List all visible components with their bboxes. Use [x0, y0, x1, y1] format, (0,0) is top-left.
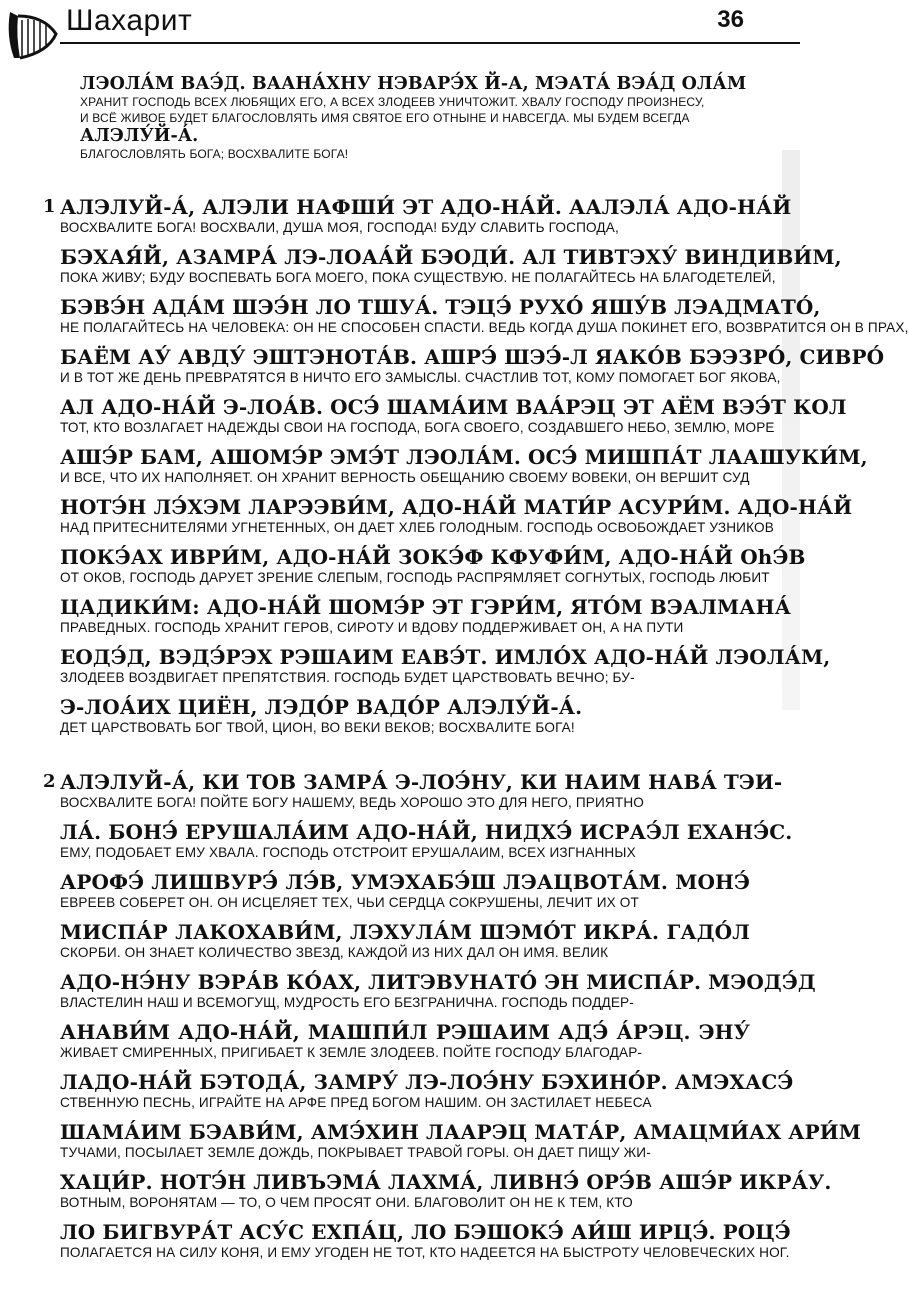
- translation: ВЛАСТЕЛИН НАШ И ВСЕМОГУЩ, МУДРОСТЬ ЕГО БЕЗГРАНИЧНА. ГОСПОДЬ ПОДДЕР-: [60, 995, 634, 1010]
- verse-line: [80, 74, 745, 110]
- verse-line: [80, 126, 745, 162]
- page-number: 36: [717, 6, 744, 33]
- translation: И ВСЁ ЖИВОЕ БУДЕТ БЛАГОСЛОВЛЯТЬ ИМЯ СВЯТОЕ ЕГО ОТНЫНЕ И НАВСЕГДА. МЫ БУДЕМ ВСЕГДА: [80, 111, 690, 125]
- verse-line: [60, 921, 750, 962]
- verse-line: [80, 110, 745, 126]
- transliteration: ПОКЭ́АХ ИВРИ́М, АДО-НА́Й ЗОКЭ́Ф КФУФИ́М, АДО-НА́Й ОhЭ́В: [60, 545, 806, 569]
- verse-line: [60, 645, 831, 687]
- transliteration: АЛ АДО-НА́Й Э-ЛОА́В. ОСЭ́ ШАМА́ИМ ВАА́РЭЦ ЭТ АЁМ ВЭЭ́Т КОЛ: [60, 395, 847, 419]
- transliteration: Э-ЛОА́ИХ ЦИЁН, ЛЭДО́Р ВАДО́Р АЛЭЛУ́Й-А́.: [60, 695, 583, 719]
- psalm-2: [0, 770, 862, 1262]
- translation: ВОТНЫМ, ВОРОНЯТАМ — ТО, О ЧЕМ ПРОСЯТ ОНИ. БЛАГОВОЛИТ ОН НЕ К ТЕМ, КТО: [60, 1195, 633, 1210]
- verse-line: [60, 871, 750, 912]
- psalm-number: 2: [43, 771, 56, 792]
- translation: ОТ ОКОВ, ГОСПОДЬ ДАРУЕТ ЗРЕНИЕ СЛЕПЫМ, ГОСПОДЬ РАСПРЯМЛЯЕТ СОГНУТЫХ, ГОСПОДЬ ЛЮБИТ: [60, 570, 770, 585]
- translation: ПРАВЕДНЫХ. ГОСПОДЬ ХРАНИТ ГЕРОВ, СИРОТУ И ВДОВУ ПОДДЕРЖИВАЕТ ОН, А НА ПУТИ: [60, 620, 684, 635]
- intro-verse: [0, 74, 800, 162]
- transliteration: АНАВИ́М АДО-НА́Й, МАШПИ́Л РЭШАИМ АДЭ́ А́РЭЦ. ЭНУ́: [60, 1020, 750, 1044]
- transliteration: БЭХАЯ́Й, АЗАМРА́ ЛЭ-ЛОАА́Й БЭОДИ́. АЛ ТИВТЭХУ́ ВИНДИВИ́М,: [60, 245, 842, 269]
- transliteration: БЭВЭ́Н АДА́М ШЭЭ́Н ЛО ТШУА́. ТЭЦЭ́ РУХО́ ЯШУ́В ЛЭАДМАТО́,: [60, 295, 821, 319]
- verse-line: [60, 445, 868, 487]
- verse-line: [60, 1170, 832, 1212]
- translation: СТВЕННУЮ ПЕСНЬ, ИГРАЙТЕ НА АРФЕ ПРЕД БОГОМ НАШИМ. ОН ЗАСТИЛАЕТ НЕБЕСА: [60, 1095, 652, 1110]
- translation: ПОЛАГАЕТСЯ НА СИЛУ КОНЯ, И ЕМУ УГОДЕН НЕ ТОТ, КТО НАДЕЕТСЯ НА БЫСТРОТУ ЧЕЛОВЕЧЕСКИХ НОГ.: [60, 1245, 790, 1260]
- verse-line: [60, 820, 793, 862]
- verse-line: [60, 395, 847, 437]
- transliteration: АДО-НЭ́НУ ВЭРА́В КО́АХ, ЛИТЭВУНАТО́ ЭН МИСПА́Р. МЭОДЭ́Д: [60, 970, 816, 994]
- translation: НАД ПРИТЕСНИТЕЛЯМИ УГНЕТЕННЫХ, ОН ДАЕТ ХЛЕБ ГОЛОДНЫМ. ГОСПОДЬ ОСВОБОЖДАЕТ УЗНИКОВ: [60, 520, 774, 535]
- transliteration: ЛЭОЛА́М ВАЭ́Д. ВААНА́ХНУ НЭВАРЭ́Х Й-А, МЭАТА́ ВЭА́Д ОЛА́М: [80, 74, 747, 94]
- translation: И В ТОТ ЖЕ ДЕНЬ ПРЕВРАТЯТСЯ В НИЧТО ЕГО ЗАМЫСЛЫ. СЧАСТЛИВ ТОТ, КОМУ ПОМОГАЕТ БОГ ЯКОВА,: [60, 370, 781, 385]
- translation: И ВСЕ, ЧТО ИХ НАПОЛНЯЕТ. ОН ХРАНИТ ВЕРНОСТЬ ОБЕЩАНИЮ СВОЕМУ ВОВЕКИ, ОН ВЕРШИТ СУД: [60, 470, 750, 485]
- transliteration: НОТЭ́Н ЛЭ́ХЭМ ЛАРЭЭВИ́М, АДО-НА́Й МАТИ́Р АСУРИ́М. АДО-НА́Й: [60, 495, 853, 519]
- transliteration: ЛАДО-НА́Й БЭТОДА́, ЗАМРУ́ ЛЭ-ЛОЭ́НУ БЭХИНО́Р. АМЭХАСЭ́: [60, 1070, 794, 1094]
- running-title: Шахарит: [66, 4, 193, 37]
- translation: ЕВРЕЕВ СОБЕРЕТ ОН. ОН ИСЦЕЛЯЕТ ТЕХ, ЧЬИ СЕРДЦА СОКРУШЕНЫ, ЛЕЧИТ ИХ ОТ: [60, 895, 639, 910]
- transliteration: АЛЭЛУЙ-А́, АЛЭЛИ НАФШИ́ ЭТ АДО-НА́Й. ААЛЭЛА́ АДО-НА́Й: [60, 195, 792, 219]
- verse-line: [60, 345, 885, 387]
- harp-logo-icon: [4, 6, 62, 64]
- verse-line: [60, 1021, 750, 1062]
- translation: ВОСХВАЛИТЕ БОГА! ПОЙТЕ БОГУ НАШЕМУ, ВЕДЬ ХОРОШО ЭТО ДЛЯ НЕГО, ПРИЯТНО: [60, 795, 645, 810]
- verse-line: [60, 970, 816, 1012]
- verse-line: [60, 295, 909, 337]
- verse-line: [43, 770, 783, 812]
- page-content: [0, 74, 909, 1296]
- translation: БЛАГОСЛОВЛЯТЬ БОГА; ВОСХВАЛИТЕ БОГА!: [80, 147, 349, 161]
- transliteration: АЛЭЛУ́Й-А́.: [80, 126, 199, 146]
- verse-line: [60, 1070, 794, 1112]
- translation: ХРАНИТ ГОСПОДЬ ВСЕХ ЛЮБЯЩИХ ЕГО, А ВСЕХ ЗЛОДЕЕВ УНИЧТОЖИТ. ХВАЛУ ГОСПОДУ ПРОИЗНЕСУ,: [80, 95, 705, 109]
- psalm-1: [0, 195, 909, 737]
- psalm-number: 1: [43, 196, 56, 217]
- verse-line: [60, 245, 842, 287]
- transliteration: ЦАДИКИ́М: АДО-НА́Й ШОМЭ́Р ЭТ ГЭРИ́М, ЯТО́М ВЭАЛМАНА́: [60, 595, 792, 619]
- transliteration: БАЁМ АУ́ АВДУ́ ЭШТЭНОТА́В. АШРЭ́ ШЭЭ́-Л ЯАКО́В БЭЭЗРО́, СИВРО́: [60, 345, 885, 369]
- verse-line: [60, 545, 806, 587]
- verse-line: [43, 195, 792, 237]
- transliteration: АШЭ́Р БАМ, АШОМЭ́Р ЭМЭ́Т ЛЭОЛА́М. ОСЭ́ МИШПА́Т ЛААШУКИ́М,: [60, 445, 868, 469]
- translation: ТОТ, КТО ВОЗЛАГАЕТ НАДЕЖДЫ СВОИ НА ГОСПОДА, БОГА СВОЕГО, СОЗДАВШЕГО НЕБО, ЗЕМЛЮ, МОРЕ: [60, 420, 775, 435]
- transliteration: АРОФЭ́ ЛИШВУРЭ́ ЛЭ́В, УМЭХАБЭ́Ш ЛЭАЦВОТА́М. МОНЭ́: [60, 870, 750, 894]
- page-header: [0, 0, 800, 46]
- transliteration: МИСПА́Р ЛАКОХАВИ́М, ЛЭХУЛА́М ШЭМО́Т ИКРА́. ГАДО́Л: [60, 920, 750, 944]
- translation: ЖИВАЕТ СМИРЕННЫХ, ПРИГИБАЕТ К ЗЕМЛЕ ЗЛОДЕЕВ. ПОЙТЕ ГОСПОДУ БЛАГОДАР-: [60, 1045, 643, 1060]
- transliteration: ЛА́. БОНЭ́ ЕРУШАЛА́ИМ АДО-НА́Й, НИДХЭ́ ИСРАЭ́Л ЕХАНЭ́С.: [60, 820, 793, 844]
- translation: ПОКА ЖИВУ; БУДУ ВОСПЕВАТЬ БОГА МОЕГО, ПОКА СУЩЕСТВУЮ. НЕ ПОЛАГАЙТЕСЬ НА БЛАГОДЕТЕЛЕЙ,: [60, 270, 776, 285]
- translation: ТУЧАМИ, ПОСЫЛАЕТ ЗЕМЛЕ ДОЖДЬ, ПОКРЫВАЕТ ТРАВОЙ ГОРЫ. ОН ДАЕТ ПИЩУ ЖИ-: [60, 1145, 651, 1160]
- translation: ЗЛОДЕЕВ ВОЗДВИГАЕТ ПРЕПЯТСТВИЯ. ГОСПОДЬ БУДЕТ ЦАРСТВОВАТЬ ВЕЧНО; БУ-: [60, 670, 635, 685]
- transliteration: ХАЦИ́Р. НОТЭ́Н ЛИВЪЭМА́ ЛАХМА́, ЛИВНЭ́ ОРЭ́В АШЭ́Р ИКРА́У.: [60, 1170, 832, 1194]
- verse-line: [60, 696, 750, 737]
- header-rule: [60, 42, 800, 44]
- translation: ДЕТ ЦАРСТВОВАТЬ БОГ ТВОЙ, ЦИОН, ВО ВЕКИ ВЕКОВ; ВОСХВАЛИТЕ БОГА!: [60, 720, 575, 735]
- transliteration: ШАМА́ИМ БЭАВИ́М, АМЭ́ХИН ЛААРЭЦ МАТА́Р, АМАЦМИ́АХ АРИ́М: [60, 1120, 862, 1144]
- verse-line: [60, 495, 853, 537]
- transliteration: ЕОДЭ́Д, ВЭДЭ́РЭХ РЭШАИМ ЕАВЭ́Т. ИМЛО́Х АДО-НА́Й ЛЭОЛА́М,: [60, 645, 831, 669]
- transliteration: АЛЭЛУЙ-А́, КИ ТОВ ЗАМРА́ Э-ЛОЭ́НУ, КИ НАИМ НАВА́ ТЭИ-: [60, 770, 783, 794]
- translation: СКОРБИ. ОН ЗНАЕТ КОЛИЧЕСТВО ЗВЕЗД, КАЖДОЙ ИЗ НИХ ДАЛ ОН ИМЯ. ВЕЛИК: [60, 945, 609, 960]
- transliteration: ЛО БИГВУРА́Т АСУ́С ЕХПА́Ц, ЛО БЭШОКЭ́ АИ́Ш ИРЦЭ́. РОЦЭ́: [60, 1220, 791, 1244]
- translation: ЕМУ, ПОДОБАЕТ ЕМУ ХВАЛА. ГОСПОДЬ ОТСТРОИТ ЕРУШАЛАИМ, ВСЕХ ИЗГНАННЫХ: [60, 845, 636, 860]
- translation: НЕ ПОЛАГАЙТЕСЬ НА ЧЕЛОВЕКА: ОН НЕ СПОСОБЕН СПАСТИ. ВЕДЬ КОГДА ДУША ПОКИНЕТ ЕГО, ВОЗВРАТИТСЯ ОН В ПРАХ,: [60, 320, 909, 335]
- verse-line: [60, 1220, 791, 1262]
- verse-line: [60, 1120, 862, 1162]
- verse-line: [60, 595, 792, 637]
- translation: ВОСХВАЛИТЕ БОГА! ВОСХВАЛИ, ДУША МОЯ, ГОСПОДА! БУДУ СЛАВИТЬ ГОСПОДА,: [60, 220, 619, 235]
